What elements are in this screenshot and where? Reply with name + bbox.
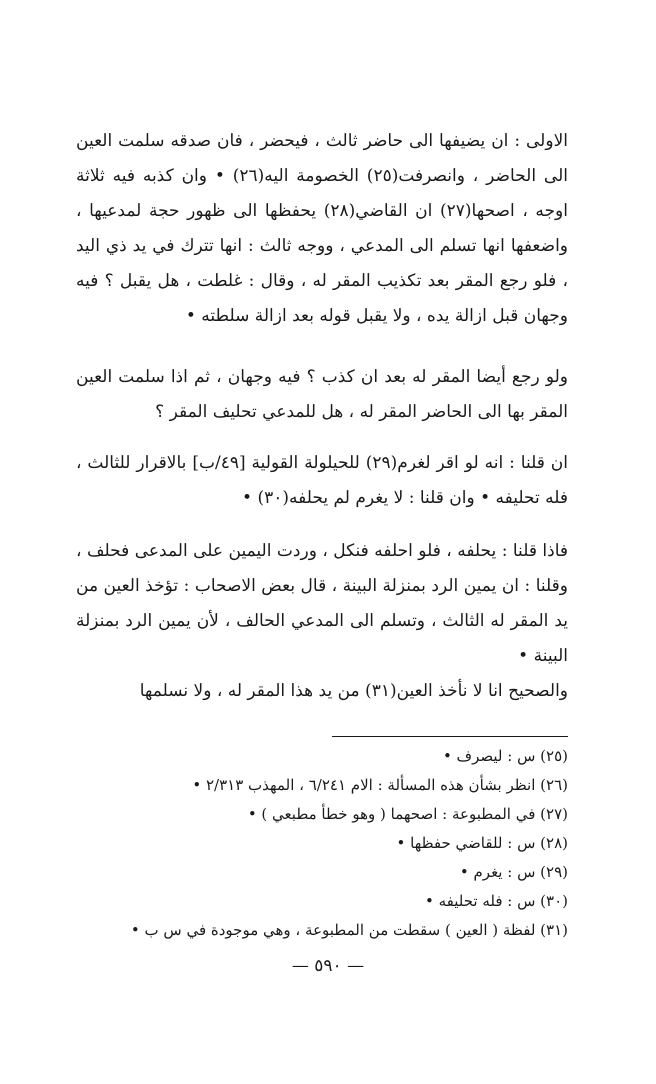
footnote-26: (٢٦) انظر بشأن هذه المسألة : الام ٦/٢٤١ ، المهذب ٢/٣١٣ • <box>192 776 568 794</box>
paragraph-2: ولو رجع أيضا المقر له بعد ان كذب ؟ فيه وجهان ، ثم اذا سلمت العين المقر بها الى الحاضر المقر له ، هل للمدعي تحليف المقر ؟ <box>76 367 568 422</box>
footnote-30: (٣٠) س : فله تحليفه • <box>424 892 568 910</box>
paragraph-5: والصحيح انا لا نأخذ العين(٣١) من يد هذا المقر له ، ولا نسلمها <box>139 681 568 701</box>
footnote-29: (٢٩) س : يغرم • <box>459 863 568 881</box>
footnote-31: (٣١) لفظة ( العين ) سقطت من المطبوعة ، وهي موجودة في س ب • <box>130 921 568 939</box>
footnote-28: (٢٨) س : للقاضي حفظها • <box>396 834 568 852</box>
paragraph-4: فاذا قلنا : يحلفه ، فلو احلفه فنكل ، وردت اليمين على المدعى فحلف ، وقلنا : ان يمين الرد بمنزلة البينة ، قال بعض الاصحاب : تؤخذ العين من يد المقر له الثالث ، وتسلم الى المدعي الحالف ، لأن يمين الرد بمنزلة البينة • <box>76 541 568 666</box>
paragraph-3: ان قلنا : انه لو اقر لغرم(٢٩) للحيلولة القولية [٤٩/ب] بالاقرار للثالث ، فله تحليفه • وان قلنا : لا يغرم لم يحلفه(٣٠) • <box>76 453 568 508</box>
footnotes-list <box>68 742 568 945</box>
footnote-divider <box>332 736 568 737</box>
footnote-27: (٢٧) في المطبوعة : اصحهما ( وهو خطأ مطبعي ) • <box>247 805 568 823</box>
footnote-25: (٢٥) س : ليصرف • <box>442 747 568 765</box>
page-number: — ٥٩٠ — <box>291 956 365 976</box>
paragraph-1: الاولى : ان يضيفها الى حاضر ثالث ، فيحضر ، فان صدقه سلمت العين الى الحاضر ، وانصرفت(٢٥) الخصومة اليه(٢٦) • وان كذبه فيه ثلاثة اوجه ، اصحها(٢٧) ان القاضي(٢٨) يحفظها الى ظهور حجة لمدعيها ، واضعفها انها تسلم الى المدعي ، ووجه ثالث : انها تترك في يد ذي اليد ، فلو رجع المقر بعد تكذيب المقر له ، وقال : غلطت ، هل يقبل ؟ فيه وجهان قبل ازالة يده ، ولا يقبل قوله بعد ازالة سلطته • <box>76 131 568 326</box>
